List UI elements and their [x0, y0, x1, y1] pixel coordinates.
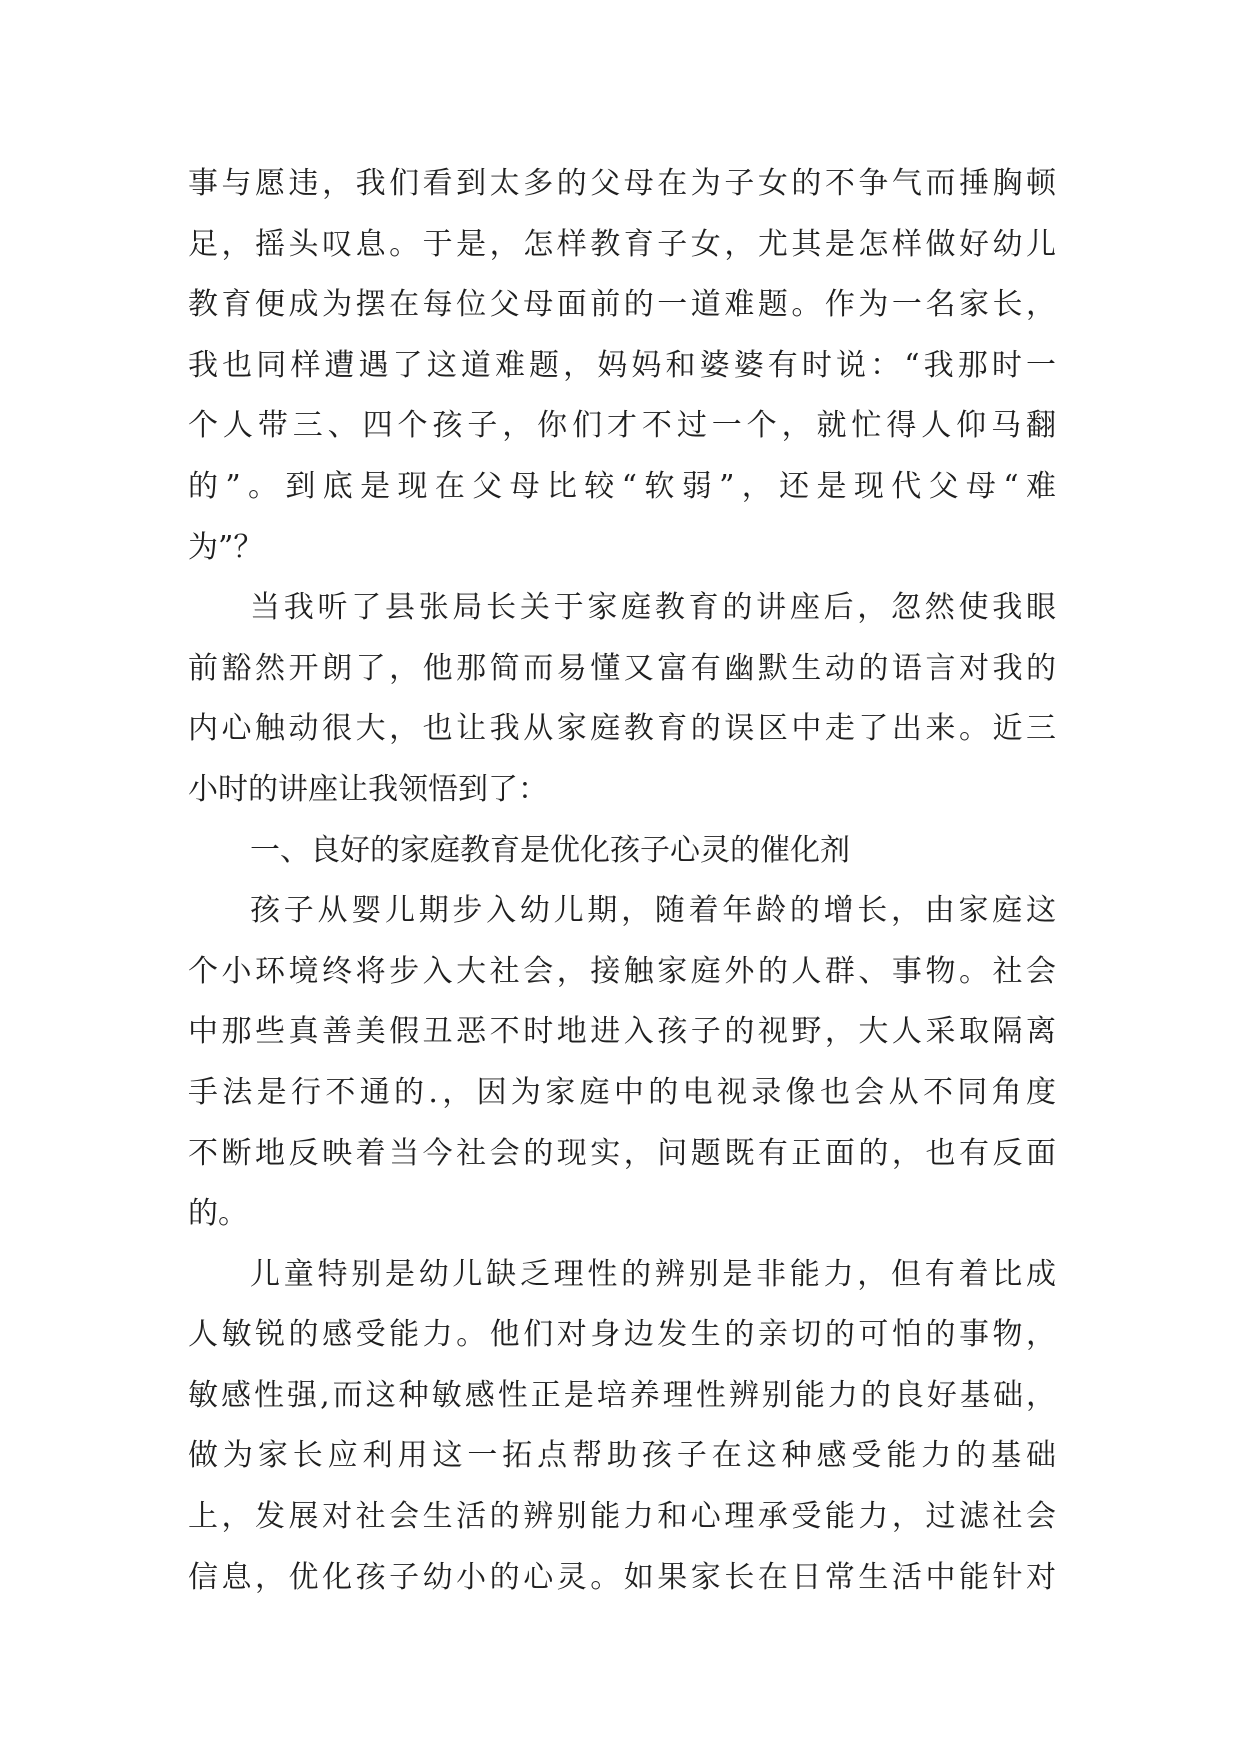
- text-line: 做为家长应利用这一拓点帮助孩子在这种感受能力的基础: [188, 1438, 1056, 1474]
- text-line: 个小环境终将步入大社会，接触家庭外的人群、事物。社会: [188, 953, 1056, 989]
- paragraph-first-line: 儿童特别是幼儿缺乏理性的辨别是非能力，但有着比成: [250, 1256, 1056, 1292]
- text-line: 足，摇头叹息。于是，怎样教育子女，尤其是怎样做好幼儿: [188, 226, 1056, 262]
- text-line: 教育便成为摆在每位父母面前的一道难题。作为一名家长，: [188, 287, 1056, 323]
- text-line: 信息，优化孩子幼小的心灵。如果家长在日常生活中能针对: [188, 1559, 1056, 1595]
- text-line: 我也同样遭遇了这道难题，妈妈和婆婆有时说：“我那时一: [188, 347, 1056, 383]
- text-line: 中那些真善美假丑恶不时地进入孩子的视野，大人采取隔离: [188, 1014, 1056, 1050]
- text-line: 手法是行不通的.，因为家庭中的电视录像也会从不同角度: [188, 1074, 1056, 1110]
- section-heading: 一、良好的家庭教育是优化孩子心灵的催化剂: [250, 832, 850, 868]
- document-page: [188, 160, 1056, 1614]
- text-line: 的。: [188, 1196, 248, 1232]
- paragraph-first-line: 孩子从婴儿期步入幼儿期，随着年龄的增长，由家庭这: [250, 893, 1056, 929]
- text-line: 的”。到底是现在父母比较“软弱”，还是现代父母“难: [188, 468, 1056, 504]
- text-line: 不断地反映着当今社会的现实，问题既有正面的，也有反面: [188, 1135, 1056, 1171]
- text-line: 上，发展对社会生活的辨别能力和心理承受能力，过滤社会: [188, 1499, 1056, 1535]
- text-line: 人敏锐的感受能力。他们对身边发生的亲切的可怕的事物，: [188, 1317, 1056, 1353]
- text-line: 小时的讲座让我领悟到了：: [188, 771, 548, 807]
- text-line: 为”？: [188, 529, 264, 565]
- text-line: 内心触动很大，也让我从家庭教育的误区中走了出来。近三: [188, 711, 1056, 747]
- text-line: 敏感性强,而这种敏感性正是培养理性辨别能力的良好基础，: [188, 1377, 1056, 1413]
- paragraph-first-line: 当我听了县张局长关于家庭教育的讲座后，忽然使我眼: [250, 590, 1056, 626]
- text-line: 事与愿违，我们看到太多的父母在为子女的不争气而捶胸顿: [188, 166, 1056, 201]
- text-line: 前豁然开朗了，他那简而易懂又富有幽默生动的语言对我的: [188, 650, 1056, 686]
- text-line: 个人带三、四个孩子，你们才不过一个，就忙得人仰马翻: [188, 408, 1056, 444]
